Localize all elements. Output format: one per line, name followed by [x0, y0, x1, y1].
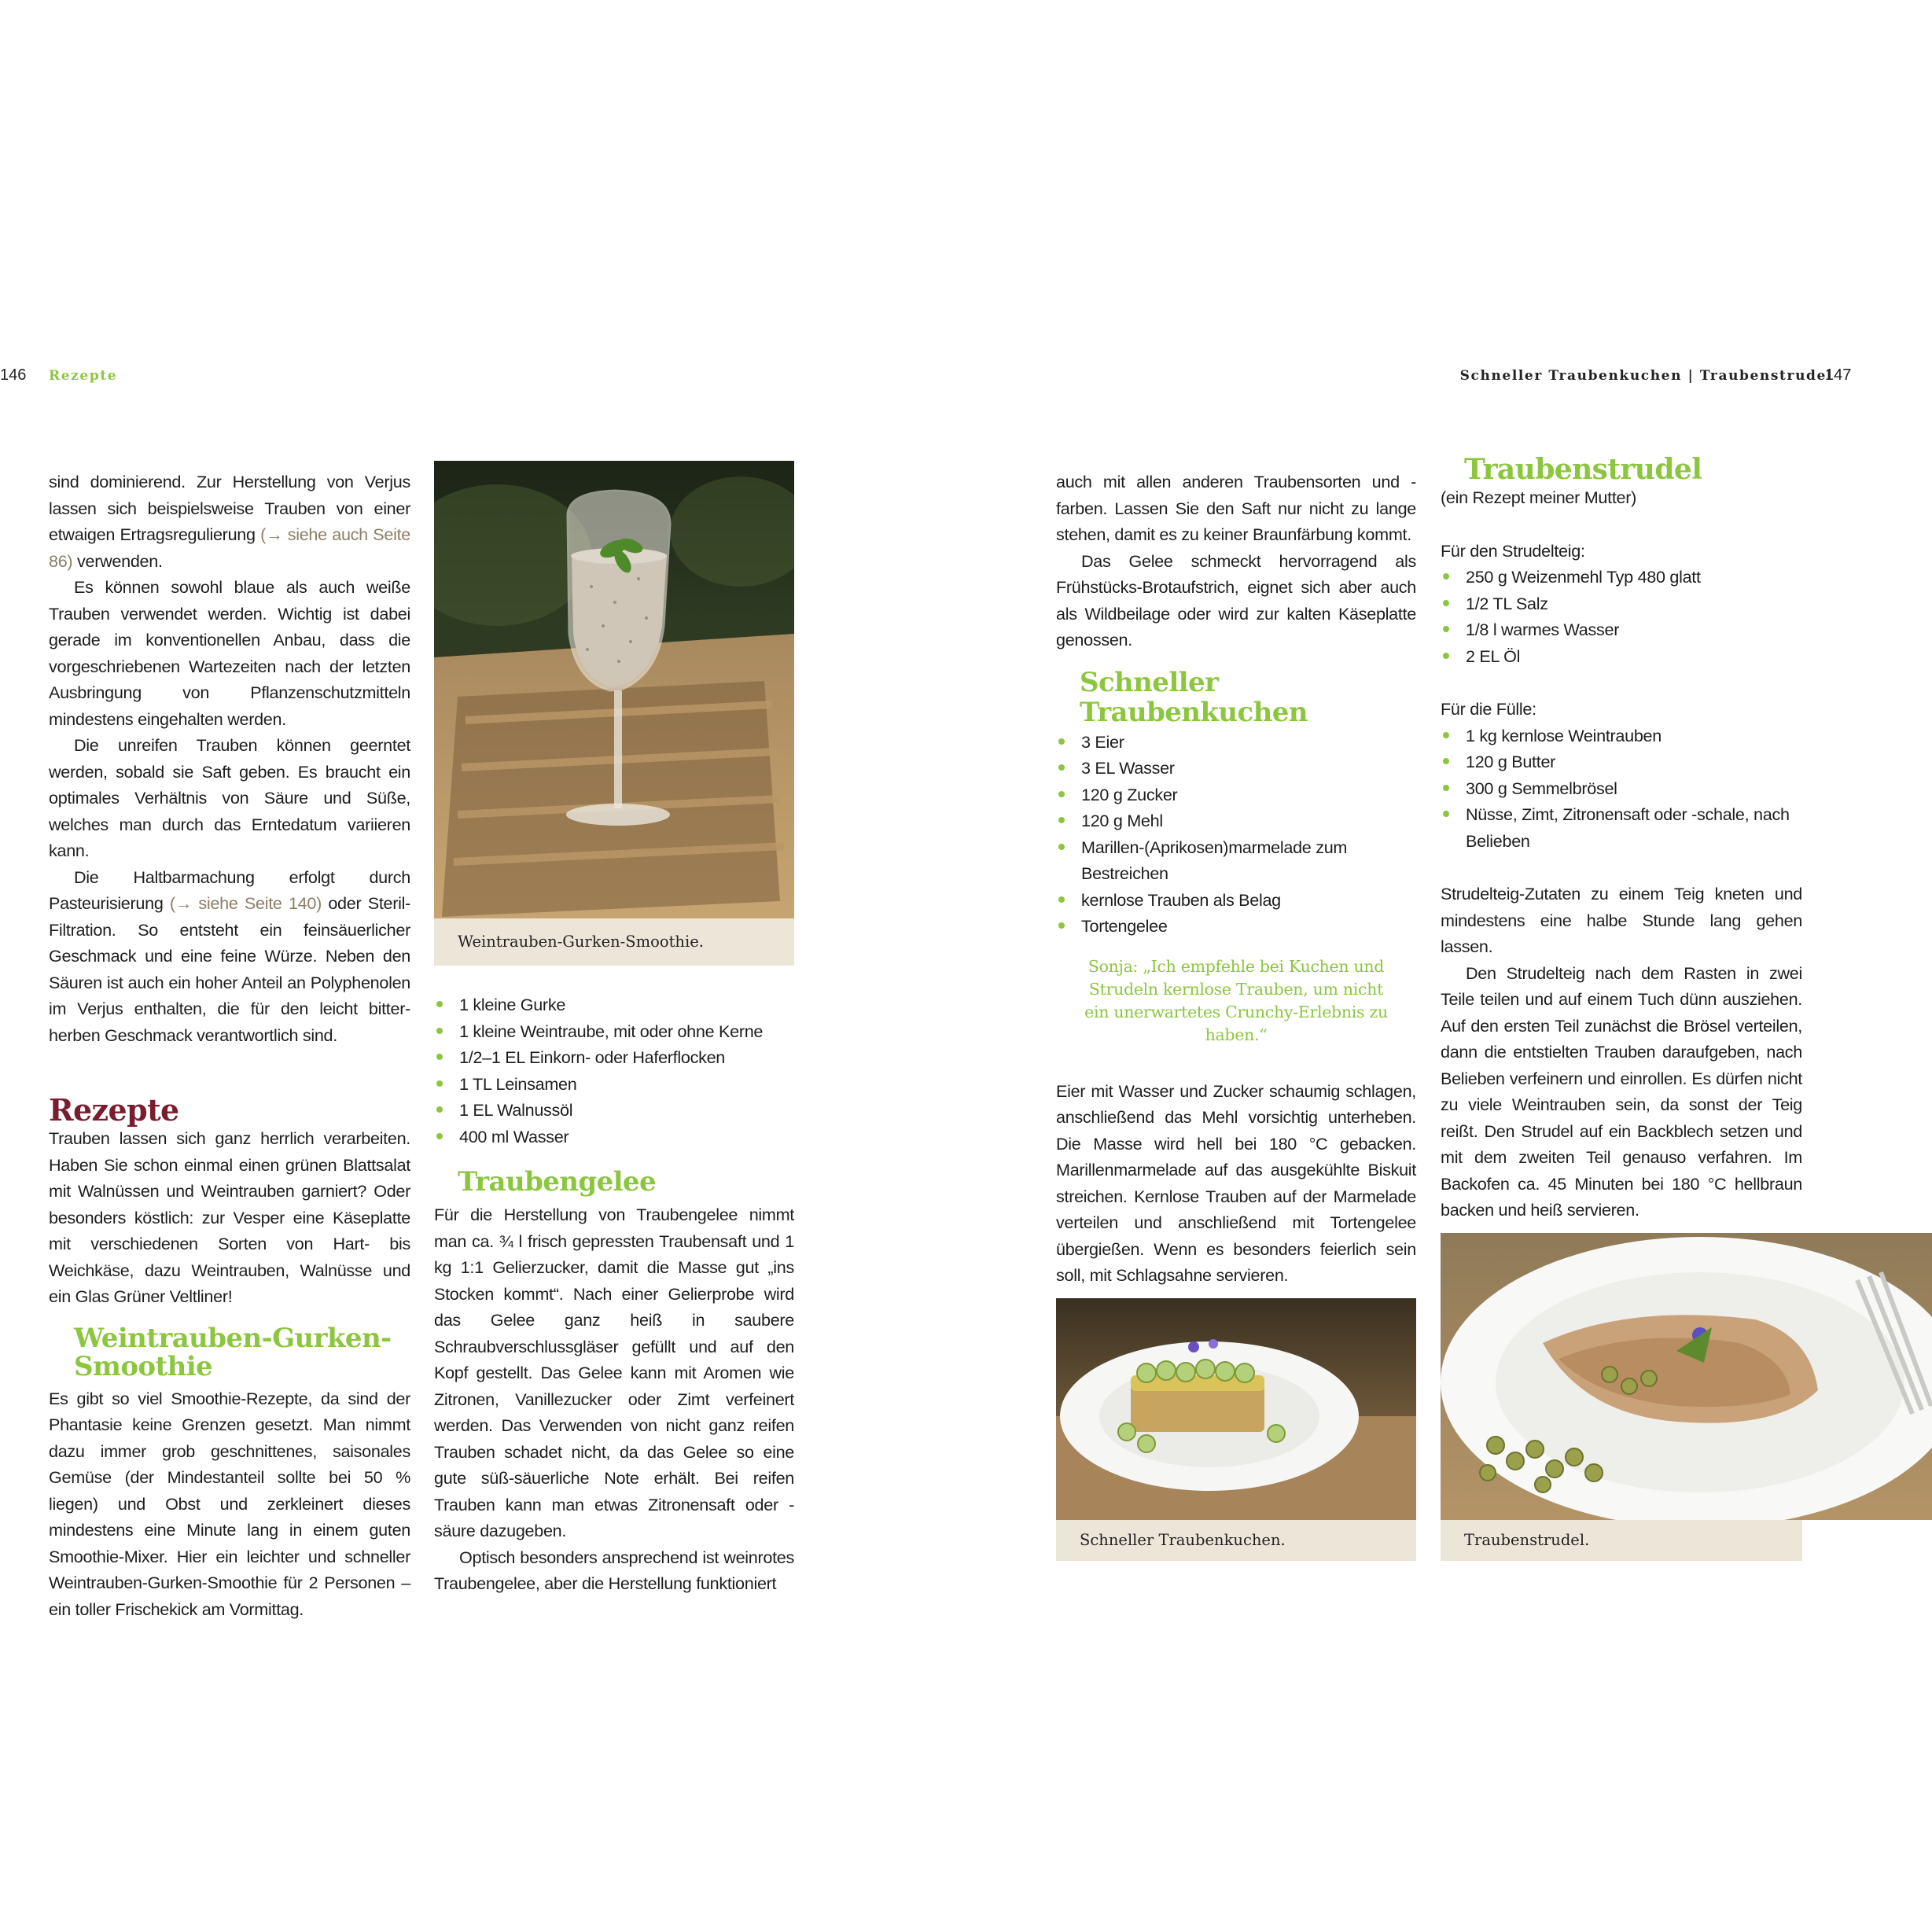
list-item: 1/8 l warmes Wasser	[1441, 616, 1802, 643]
recipe-heading-traubengelee: Traubengelee	[458, 1166, 657, 1198]
recipe-heading-traubenstrudel: Traubenstrudel	[1464, 453, 1702, 486]
list-item: 1 EL Walnussöl	[434, 1097, 794, 1124]
verjus-paragraph-3: Die unreifen Trauben können geerntet werden, sobald sie Saft geben. Es braucht ein optimales Verhältnis von Säure und Süße, welches man durch das Erntedatum variieren kann.	[49, 735, 410, 860]
list-item: 1 kleine Gurke	[434, 992, 794, 1018]
fuelle-ingredient-list	[1441, 723, 1802, 855]
fuelle-label: Für die Fülle:	[1441, 699, 1536, 719]
list-item: 1/2 TL Salz	[1441, 591, 1802, 617]
rezepte-paragraph: Trauben lassen sich ganz herrlich verarbeiten. Haben Sie schon einmal einen grünen Blattsalat mit Walnüssen und Weintrauben garniert? Oder besonders köstlich: zur Vesper eine Käseplatte mit verschiedenen Sorten von Hart- bis Weichkäse, dazu Weintrauben, Walnüsse und ein Glas Grüner Veltliner!	[49, 1128, 410, 1306]
smoothie-ingredient-list	[434, 992, 794, 1150]
recipe-heading-traubenkuchen: Schneller Traubenkuchen	[1080, 666, 1308, 728]
list-item: 250 g Weizenmehl Typ 480 glatt	[1441, 564, 1802, 591]
cross-reference-link[interactable]: (→ siehe Seite 140)	[169, 893, 322, 913]
list-item: 1/2–1 EL Einkorn- oder Haferflocken	[434, 1044, 794, 1071]
gelee-continued-paragraph-2: Das Gelee schmeckt hervorragend als Frühstücks-Brotaufstrich, eignet sich aber auch als Wildbeilage oder wird zur kalten Käseplatte genossen.	[1056, 550, 1416, 650]
kuchen-paragraph: Eier mit Wasser und Zucker schaumig schlagen, anschließend das Mehl vorsichtig unterheben. Die Masse wird hell bei 180 °C gebacken. Marillenmarmelade auf das ausgekühlte Biskuit streichen. Kernlose Trauben auf der Marmelade verteilen und anschließend mit Tortengelee übergießen. Wenn es besonders feierlich sein soll, mit Schlagsahne servieren.	[1056, 1080, 1416, 1285]
traubenkuchen-photo	[1056, 1298, 1416, 1520]
traubenkuchen-caption: Schneller Traubenkuchen.	[1056, 1520, 1416, 1561]
right-column-2	[1441, 454, 1802, 1224]
strudel-paragraph-1: Strudelteig-Zutaten zu einem Teig kneten und mindestens eine halbe Stunde lang gehen lassen.	[1441, 884, 1802, 956]
strudel-subtitle: (ein Rezept meiner Mutter)	[1441, 488, 1637, 507]
verjus-paragraph-4: Die Haltbarmachung erfolgt durch Pasteurisierung (→ siehe Seite 140) oder Steril-Filtration. So entsteht ein feinsäuerlicher Geschmack und eine feine Würze. Neben den Säuren ist auch ein hoher Anteil an Polyphenolen im Verjus enthalten, die für den leicht bitter-herben Geschmack verantwortlich sind.	[49, 867, 410, 1045]
verjus-paragraph-2: Es können sowohl blaue als auch weiße Trauben verwendet werden. Wichtig ist dabei gerade im konventionellen Anbau, dass die vorgeschriebenen Wartezeiten nach der letzten Ausbringung von Pflanzenschutzmitteln mindestens eingehalten werden.	[49, 577, 410, 729]
list-item: Marillen-(Aprikosen)marmelade zum Bestreichen	[1056, 834, 1416, 887]
traubenstrudel-photo	[1441, 1233, 1932, 1520]
teig-label: Für den Strudelteig:	[1441, 540, 1585, 561]
strudel-paragraph-2: Den Strudelteig nach dem Rasten in zwei Teile teilen und auf einem Tuch dünn ausziehen. Auf den ersten Teil zunächst die Brösel verteilen, dann die entstielten Trauben daraufgeben, nach Belieben verfeinern und einrollen. Es dürfen nicht zu viele Weintrauben sein, da sonst der Teig reißt. Den Strudel auf ein Backblech setzen und mit dem zweiten Teil genauso verfahren. Im Backofen ca. 45 Minuten bei 180 °C hellbraun backen und heiß servieren.	[1441, 962, 1802, 1220]
gelee-paragraph-2: Optisch besonders ansprechend ist weinrotes Traubengelee, aber die Herstellung funktioniert	[434, 1547, 794, 1593]
list-item: 120 g Butter	[1441, 749, 1802, 775]
list-item: 1 kg kernlose Weintrauben	[1441, 723, 1802, 749]
recipe-heading-smoothie: Weintrauben-Gurken-Smoothie	[74, 1322, 392, 1382]
list-item: 400 ml Wasser	[434, 1124, 794, 1150]
running-head-left: Rezepte	[49, 368, 118, 384]
list-item: 120 g Mehl	[1056, 808, 1416, 834]
gelee-continued-paragraph-1: auch mit allen anderen Traubensorten und -farben. Lassen Sie den Saft nur nicht zu lange stehen, damit es zu keiner Braunfärbung kommt.	[1056, 472, 1416, 544]
list-item: kernlose Trauben als Belag	[1056, 887, 1416, 914]
smoothie-glass-image	[434, 461, 794, 918]
left-column-1	[49, 469, 410, 1622]
traubenstrudel-caption: Traubenstrudel.	[1441, 1520, 1802, 1561]
list-item: 2 EL Öl	[1441, 643, 1802, 670]
list-item: 1 kleine Weintraube, mit oder ohne Kerne	[434, 1018, 794, 1045]
teig-ingredient-list	[1441, 564, 1802, 669]
list-item: 1 TL Leinsamen	[434, 1071, 794, 1098]
left-column-2	[434, 992, 794, 1597]
gelee-paragraph-1: Für die Herstellung von Traubengelee nimmt man ca. ¾ l frisch gepressten Traubensaft und 1 kg 1:1 Gelierzucker, damit die Masse gut „ins Stocken kommt“. Nach einer Gelierprobe wird das Gelee ganz heiß in saubere Schraubverschlussgläser gefüllt und auf den Kopf gestellt. Das Gelee kann mit Aromen wie Zitronen, Vanillezucker oder Zimt verfeinert werden. Das Verwenden von nicht ganz reifen Trauben schadet nicht, da das Gelee so eine gute süß-säuerliche Note erhält. Bei reifen Trauben kann man etwas Zitronensaft oder -säure dazugeben.	[434, 1205, 794, 1540]
smoothie-photo	[434, 461, 794, 918]
list-item: 3 Eier	[1056, 729, 1416, 756]
cake-plate-image	[1056, 1298, 1416, 1520]
running-head-right: Schneller Traubenkuchen | Traubenstrudel	[1459, 368, 1833, 384]
strudel-plate-image	[1441, 1233, 1932, 1520]
page-number-left: 146	[0, 366, 27, 384]
smoothie-paragraph: Es gibt so viel Smoothie-Rezepte, da sind der Phantasie keine Grenzen gesetzt. Man nimmt dazu immer grob geschnittenes, saisonales Gemüse (der Mindestanteil sollte bei 50 % liegen) und Obst und zerkleinert dieses mindestens eine Minute lang in einem guten Smoothie-Mixer. Hier ein leichter und schneller Weintrauben-Gurken-Smoothie für 2 Personen – ein toller Frischekick am Vormittag.	[49, 1388, 410, 1619]
list-item: 3 EL Wasser	[1056, 755, 1416, 782]
verjus-paragraph-1: sind dominierend. Zur Herstellung von Verjus lassen sich beispielsweise Trauben von einer etwaigen Ertragsregulierung (→ siehe auch Seite 86) verwenden.	[49, 472, 411, 571]
kuchen-ingredient-list	[1056, 729, 1416, 940]
list-item: 120 g Zucker	[1056, 782, 1416, 808]
section-heading-rezepte: Rezepte	[49, 1092, 179, 1128]
list-item: Tortengelee	[1056, 913, 1416, 940]
smoothie-caption: Weintrauben-Gurken-Smoothie.	[434, 918, 794, 966]
sonja-quote: Sonja: „Ich empfehle bei Kuchen und Strudeln kernlose Trauben, um nicht ein unerwartetes Crunchy-Erlebnis zu haben.“	[1084, 956, 1388, 1044]
list-item: 300 g Semmelbrösel	[1441, 775, 1802, 802]
page-number-right: 147	[1825, 366, 1852, 384]
list-item: Nüsse, Zimt, Zitronensaft oder -schale, nach Belieben	[1441, 801, 1802, 854]
right-column-1	[1056, 469, 1416, 1289]
cross-reference-link[interactable]: (→ siehe auch Seite 86)	[49, 524, 411, 571]
